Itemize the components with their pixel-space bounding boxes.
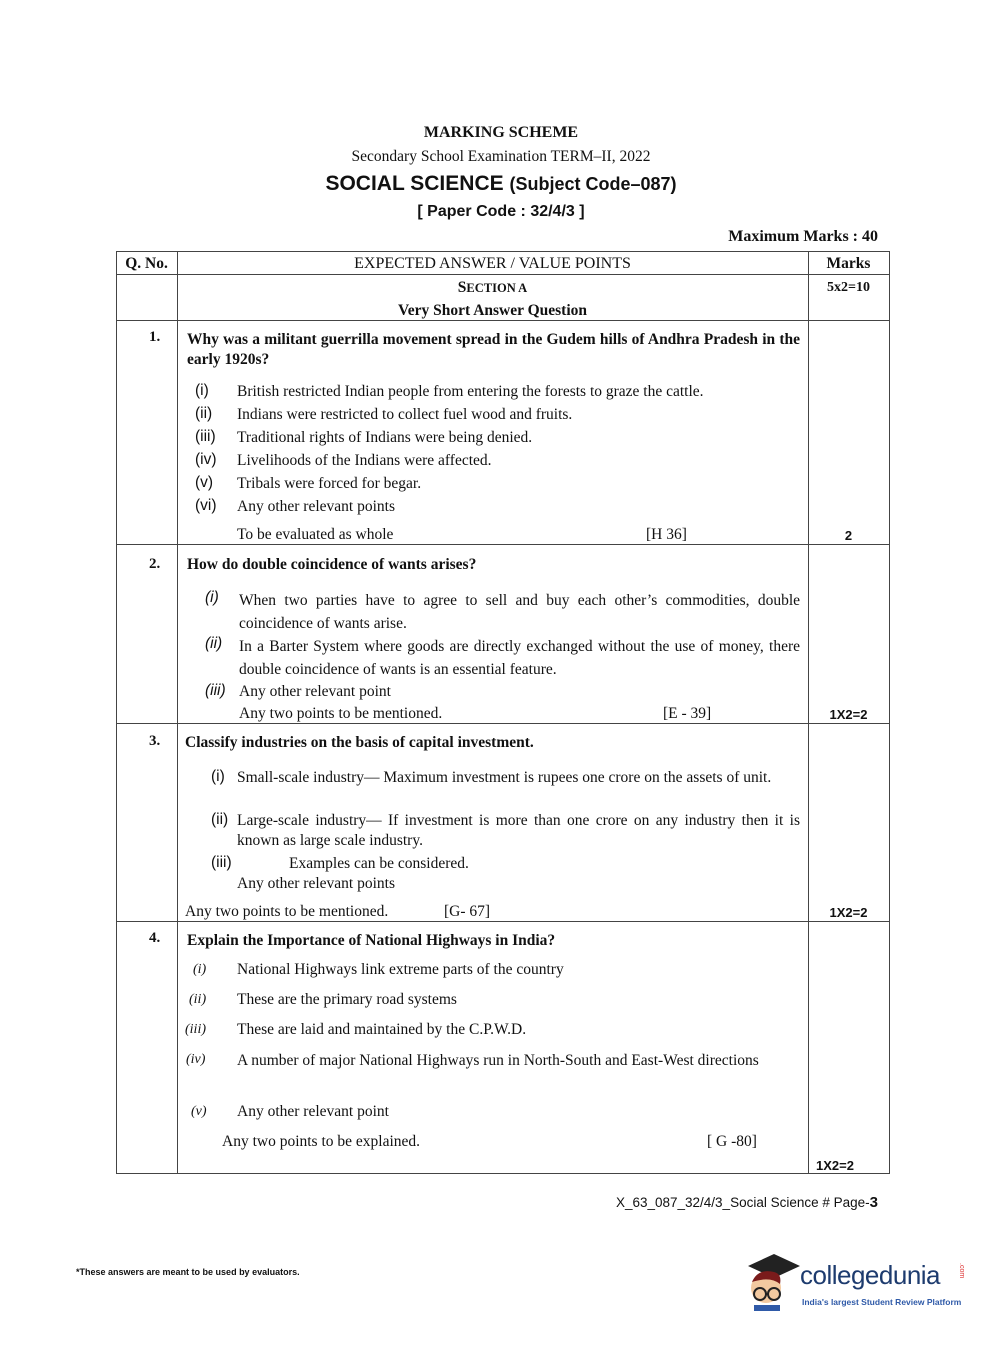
answer-point: Examples can be considered. (289, 855, 469, 872)
table-header-divider (116, 274, 890, 275)
table-border-top (116, 251, 890, 252)
answer-point: Livelihoods of the Indians were affected. (237, 452, 492, 469)
question-number: 1. (149, 329, 161, 345)
point-label: (iii) (211, 854, 232, 871)
point-label: (ii) (195, 405, 213, 422)
answer-point: When two parties have to agree to sell and buy each other’s commodities, double coincidence of wants arise. (239, 592, 800, 632)
table-border-bottom (116, 1173, 890, 1174)
point-label: (v) (195, 474, 214, 491)
reference-tag: [G- 67] (444, 903, 491, 920)
row-divider (116, 544, 890, 545)
table-border-left (116, 251, 117, 1174)
point-label: (vi) (195, 497, 217, 514)
question-number: 3. (149, 733, 161, 749)
point-label: (i) (211, 768, 225, 785)
evaluation-note: Any two points to be mentioned. (239, 705, 443, 722)
row-divider (116, 723, 890, 724)
answer-point: A number of major National Highways run in North-South and East-West directions (237, 1052, 759, 1069)
answer-point-extra: Any other relevant points (237, 875, 395, 892)
reference-tag: [E - 39] (663, 705, 712, 722)
question-text: Why was a militant guerrilla movement spread in the Gudem hills of Andhra Pradesh in the early 1920s? (187, 331, 800, 368)
point-label: (iii) (195, 428, 216, 445)
question-marks: 1X2=2 (816, 1158, 854, 1173)
table-border-right (889, 251, 890, 1174)
exam-name: Secondary School Examination TERM–II, 2022 (351, 148, 651, 165)
evaluator-disclaimer: *These answers are meant to be used by evaluators. (76, 1267, 300, 1277)
max-marks: Maximum Marks : 40 (728, 228, 878, 245)
question-marks: 1X2=2 (829, 707, 868, 722)
question-marks: 1X2=2 (829, 905, 868, 920)
question-marks: 2 (844, 528, 853, 543)
point-label: (iv) (186, 1052, 206, 1067)
answer-point: Traditional rights of Indians were being denied. (237, 429, 533, 446)
question-text: Explain the Importance of National Highways in India? (187, 932, 556, 949)
point-label: (i) (195, 382, 209, 399)
logo-dotcom: .com (958, 1263, 965, 1279)
answer-point: Any other relevant point (237, 1103, 389, 1120)
collegedunia-logo (744, 1250, 974, 1320)
answer-point: Any other relevant points (237, 498, 395, 515)
evaluation-note: Any two points to be mentioned. (185, 903, 389, 920)
subject-heading (0, 172, 1002, 196)
answer-point: Large-scale industry— If investment is more than one crore on any industry then it is known as large scale industry. (237, 812, 800, 849)
point-label: (i) (193, 962, 207, 977)
section-marks: 5x2=10 (827, 280, 870, 295)
answer-point: In a Barter System where goods are directly exchanged without the use of money, there double coincidence of wants is an essential feature. (239, 638, 800, 678)
answer-point: National Highways link extreme parts of the country (237, 961, 564, 978)
point-label: (ii) (189, 992, 207, 1007)
evaluation-note: To be evaluated as whole (237, 526, 394, 543)
mascot-icon (744, 1250, 800, 1316)
section-rest: ECTION A (466, 281, 528, 295)
point-label: (iv) (195, 451, 217, 468)
question-text: Classify industries on the basis of capital investment. (185, 734, 534, 751)
footer-code: X_63_087_32/4/3_Social Science # Page- (615, 1195, 870, 1210)
logo-tagline: India's largest Student Review Platform (802, 1297, 962, 1307)
point-label: (i) (205, 589, 219, 606)
answer-point: Small-scale industry— Maximum investment is rupees one crore on the assets of unit. (237, 769, 772, 786)
point-label: (iii) (185, 1022, 206, 1037)
evaluation-note: Any two points to be explained. (222, 1133, 421, 1150)
section-title (177, 278, 808, 298)
logo-brand: collegedunia (800, 1260, 941, 1290)
column-divider (177, 251, 178, 1174)
answer-point: British restricted Indian people from entering the forests to graze the cattle. (237, 383, 704, 400)
answer-point: These are laid and maintained by the C.P.W.D. (237, 1021, 527, 1038)
reference-tag: [H 36] (646, 526, 687, 543)
point-label: (ii) (205, 635, 223, 652)
page-footer (616, 1194, 878, 1211)
question-text: How do double coincidence of wants arises? (187, 556, 477, 573)
section-first-letter: S (457, 279, 467, 296)
doc-title: MARKING SCHEME (423, 124, 579, 141)
col-header-marks: Marks (826, 255, 871, 272)
point-label: (ii) (211, 811, 229, 828)
point-label: (iii) (205, 682, 226, 699)
reference-tag: [ G -80] (707, 1133, 757, 1150)
section-subtitle: Very Short Answer Question (397, 302, 588, 319)
subject-code: (Subject Code–087) (509, 174, 677, 194)
page-number: 3 (869, 1194, 878, 1211)
answer-point: Indians were restricted to collect fuel wood and fruits. (237, 406, 573, 423)
col-header-qno: Q. No. (125, 255, 168, 272)
subject-name: SOCIAL SCIENCE (325, 172, 504, 195)
col-header-answer: EXPECTED ANSWER / VALUE POINTS (354, 255, 631, 272)
question-number: 4. (149, 930, 161, 946)
answer-point: Tribals were forced for begar. (237, 475, 422, 492)
point-label: (v) (191, 1104, 207, 1119)
question-number: 2. (149, 556, 161, 572)
answer-point: These are the primary road systems (237, 991, 457, 1008)
paper-code: [ Paper Code : 32/4/3 ] (417, 203, 585, 220)
answer-point: Any other relevant point (239, 683, 391, 700)
